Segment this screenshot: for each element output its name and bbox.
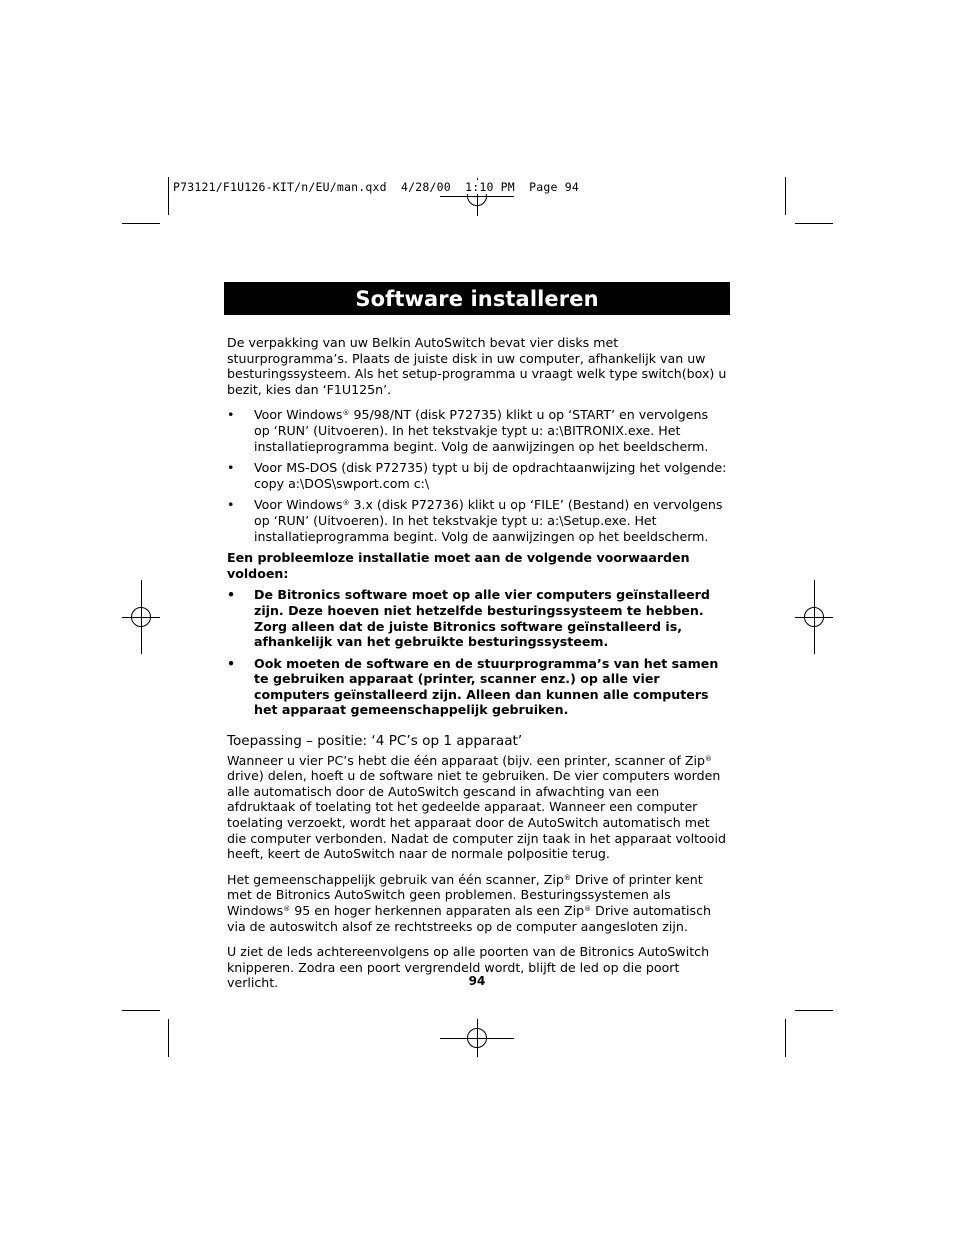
registration-mark (131, 607, 151, 627)
list-item: • Voor MS-DOS (disk P72735) typt u bij de opdrachtaanwijzing het volgende: copy a:\DOS\swport.com c:\ (227, 460, 727, 491)
section-heading: Toepassing – positie: ‘4 PC’s op 1 apparaat’ (227, 733, 523, 750)
body-paragraph: Het gemeenschappelijk gebruik van één scanner, Zip® Drive of printer kent met de Bitronics AutoSwitch geen problemen. Besturingssystemen als Windows® 95 en hoger herkennen apparaten als een Zip® Drive automatisch via de autoswitch alsof ze rechtstreeks op de computer aangesloten zijn. (227, 871, 711, 934)
list-item: • Voor Windows® 3.x (disk P72736) klikt u op ‘FILE’ (Bestand) en vervolgens op ‘RUN’ (Uitvoeren). In het tekstvakje typt u: a:\Setup.exe. Het installatieprogramma begint. Volg de aanwijzingen op het beeldscherm. (227, 497, 723, 544)
install-list (227, 407, 727, 544)
crop-mark (168, 177, 169, 215)
body-paragraph: U ziet de leds achtereenvolgens op alle poorten van de Bitronics AutoSwitch knipperen. Zodra een poort vergrendeld wordt, blijft de led op die poort verlicht. (227, 944, 710, 991)
requirements-heading: Een probleemloze installatie moet aan de volgende voorwaarden voldoen: (227, 550, 690, 581)
bullet-icon: • (227, 655, 236, 671)
title-bar (224, 282, 730, 315)
crop-mark (122, 1010, 160, 1011)
registration-mark (467, 1028, 487, 1048)
page-title: Software installeren (355, 286, 599, 311)
list-item: • Voor Windows® 95/98/NT (disk P72735) klikt u op ‘START’ en vervolgens op ‘RUN’ (Uitvoeren). In het tekstvakje typt u: a:\BITRONIX.exe. Het installatieprogramma begint. Volg de aanwijzingen op het beeldscherm. (227, 407, 709, 454)
file-header: P73121/F1U126-KIT/n/EU/man.qxd 4/28/00 1:10 PM Page 94 (173, 180, 580, 194)
bullet-icon: • (227, 460, 235, 476)
body-paragraph: Wanneer u vier PC’s hebt die één apparaat (bijv. een printer, scanner of Zip® drive) delen, hoeft u de software niet te gebruiken. De vier computers worden alle automatisch door de AutoSwitch gescand in afwachting van een afdruktaak of toelating tot het gedeelde apparaat. Wanneer een computer toelating verzoekt, wordt het apparaat door de AutoSwitch automatisch met die computer verbonden. Nadat de computer zijn taak in het apparaat voltooid heeft, keert de AutoSwitch naar de normale polpositie terug. (227, 752, 726, 862)
list-item: • De Bitronics software moet op alle vier computers geïnstalleerd zijn. Deze hoeven niet hetzelfde besturingssysteem te hebben. Zorg alleen dat de juiste Bitronics software geïnstalleerd is, afhankelijk van het gebruikte besturingssysteem. (227, 587, 710, 650)
crop-mark (785, 1019, 786, 1057)
crop-mark (795, 1010, 833, 1011)
list-item: • Ook moeten de software en de stuurprogramma’s van het samen te gebruiken apparaat (printer, scanner enz.) op alle vier computers geïnstalleerd zijn. Alleen dan kunnen alle computers het apparaat gemeenschappelijk gebruiken. (227, 655, 719, 718)
requirements-list (227, 587, 727, 718)
registration-mark (804, 607, 824, 627)
bullet-icon: • (227, 587, 236, 603)
bullet-icon: • (227, 497, 235, 513)
page-number: 94 (468, 974, 486, 988)
crop-mark (795, 223, 833, 224)
intro-paragraph: De verpakking van uw Belkin AutoSwitch bevat vier disks met stuurprogramma’s. Plaats de juiste disk in uw computer, afhankelijk van uw besturingssysteem. Als het setup-programma u vraagt welk type switch(box) u bezit, kies dan ‘F1U125n’. (227, 335, 727, 397)
main-content (227, 335, 727, 1001)
bullet-icon: • (227, 407, 235, 423)
crop-mark (122, 223, 160, 224)
crop-mark (168, 1019, 169, 1057)
crop-mark (785, 177, 786, 215)
